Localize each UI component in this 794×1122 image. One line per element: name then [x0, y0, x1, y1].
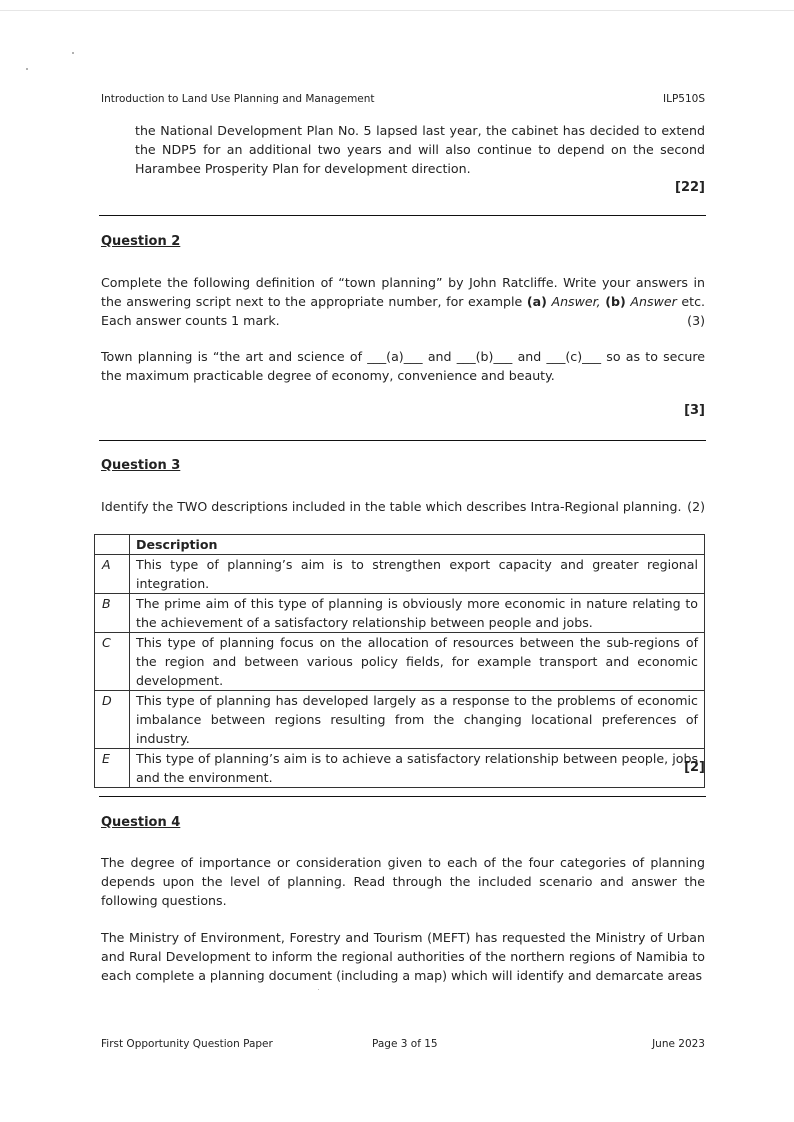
row-letter: E — [95, 749, 130, 788]
table-row — [95, 691, 705, 749]
definition-text-end: so as to secure the maximum practicable degree of economy, convenience and beauty. — [101, 349, 705, 383]
definition-text: Town planning is “the art and science of — [101, 349, 368, 364]
example-b-label: (b) — [605, 294, 626, 309]
row-description: This type of planning focus on the allocation of resources between the sub-regions of the region and between various policy fields, for example transport and economic development. — [130, 633, 705, 691]
section-divider — [99, 215, 706, 216]
conjunction: and — [422, 349, 457, 364]
scan-speck — [72, 52, 74, 54]
question-4-intro: The degree of importance or consideration given to each of the four categories of planning depends upon the level of planning. Read through the included scenario and answer the following questions. — [101, 855, 705, 908]
question-3-instruction — [101, 497, 705, 516]
town-planning-definition — [101, 347, 705, 385]
table-header-row — [95, 535, 705, 555]
exam-date: June 2023 — [652, 1038, 705, 1050]
row-letter: B — [95, 594, 130, 633]
scan-speck — [26, 68, 28, 70]
instruction-text: Complete the following definition of “town planning” by John Ratcliffe. Write your answers in the answering script next to the appropriate number, for example — [101, 275, 705, 309]
scan-speck — [318, 989, 319, 990]
blank-b: ___(b)___ — [456, 349, 513, 364]
section-divider — [99, 440, 706, 441]
row-letter: D — [95, 691, 130, 749]
row-letter: C — [95, 633, 130, 691]
question-1-continuation: the National Development Plan No. 5 lapsed last year, the cabinet has decided to extend the NDP5 for an additional two years and will also continue to depend on the second Harambee Prosperity Plan for development direction. — [135, 123, 705, 176]
conjunction: and — [512, 349, 547, 364]
row-letter: A — [95, 555, 130, 594]
page-footer — [101, 1038, 705, 1050]
example-a-answer: Answer, — [551, 294, 601, 309]
question-3-heading: Question 3 — [101, 458, 181, 473]
question-2-heading: Question 2 — [101, 234, 181, 249]
paper-type: First Opportunity Question Paper — [101, 1038, 273, 1050]
course-title: Introduction to Land Use Planning and Management — [101, 93, 375, 105]
page-header — [101, 93, 705, 105]
example-b-answer: Answer — [630, 294, 677, 309]
scan-edge-line — [0, 10, 794, 11]
course-code: ILP510S — [663, 93, 705, 105]
instruction-text-end: etc. Each answer counts 1 mark. — [101, 294, 705, 328]
table-row — [95, 555, 705, 594]
question-1-total-marks: [22] — [675, 180, 705, 195]
row-description: This type of planning has developed largely as a response to the problems of economic imbalance between regions resulting from the changing locational preferences of industry. — [130, 691, 705, 749]
page-number: Page 3 of 15 — [372, 1038, 438, 1050]
question-4-heading: Question 4 — [101, 815, 181, 830]
question-3-marks: (2) — [687, 499, 705, 514]
question-2-instruction — [101, 273, 705, 330]
row-description: The prime aim of this type of planning is obviously more economic in nature relating to the achievement of a satisfactory relationship between people and jobs. — [130, 594, 705, 633]
blank-a: ___(a)___ — [367, 349, 423, 364]
letter-column-header — [95, 535, 130, 555]
row-description: This type of planning’s aim is to achieve a satisfactory relationship between people, jobs and the environment. — [130, 749, 705, 788]
row-description: This type of planning’s aim is to strengthen export capacity and greater regional integration. — [130, 555, 705, 594]
descriptions-table — [94, 534, 705, 788]
section-divider — [99, 796, 706, 797]
question-2-marks: (3) — [687, 313, 705, 328]
table-row — [95, 633, 705, 691]
instruction-text: Identify the TWO descriptions included in the table which describes Intra-Regional planning. — [101, 499, 682, 514]
question-3-total-marks: [2] — [684, 760, 705, 775]
question-2-total-marks: [3] — [684, 403, 705, 418]
example-a-label: (a) — [526, 294, 547, 309]
table-row — [95, 749, 705, 788]
question-4-scenario: The Ministry of Environment, Forestry and Tourism (MEFT) has requested the Ministry of Urban and Rural Development to inform the regional authorities of the northern regions of Namibia to each complete a planning document (including a map) which will identify and demarcate areas — [101, 930, 705, 983]
blank-c: ___(c)___ — [546, 349, 602, 364]
description-column-header: Description — [130, 535, 705, 555]
table-row — [95, 594, 705, 633]
